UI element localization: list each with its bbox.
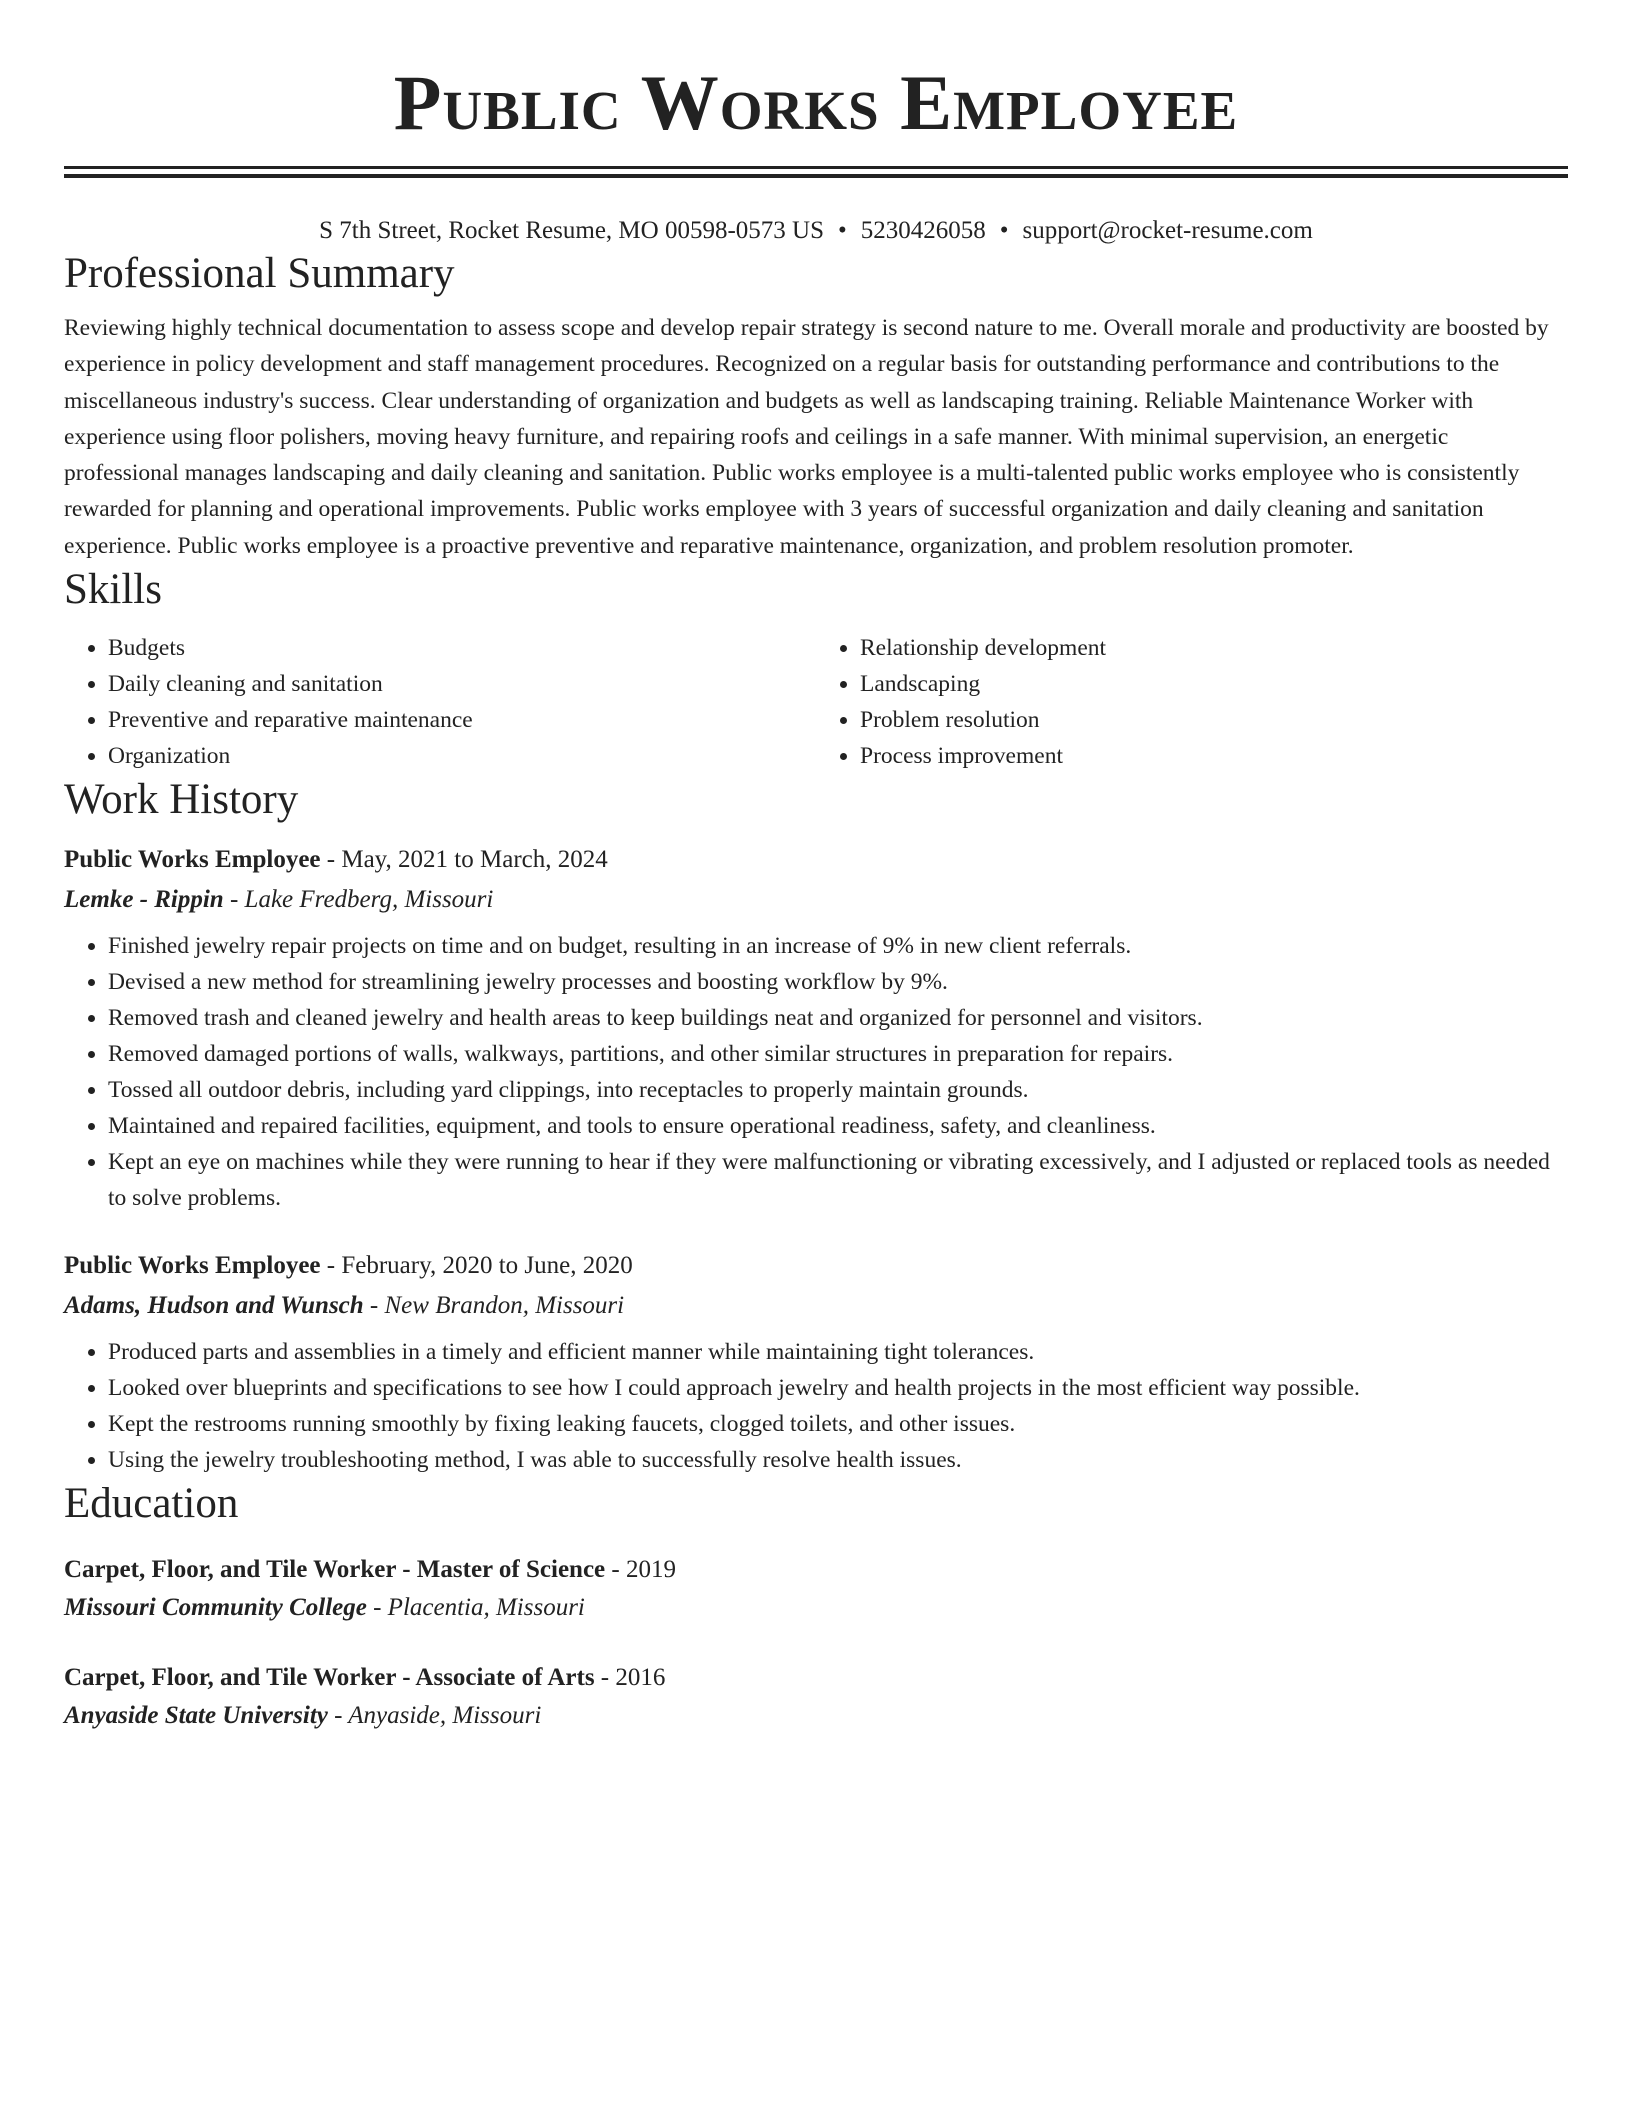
summary-heading: Professional Summary xyxy=(64,250,455,297)
job-bullet: • Tossed all outdoor debris, including yard clippings, into receptacles to properly maintain grounds. xyxy=(108,1072,1568,1108)
job-title-line xyxy=(64,842,1568,878)
job-bullet: • Removed trash and cleaned jewelry and health areas to keep buildings neat and organized for personnel and visitors. xyxy=(108,1000,1568,1036)
education-year: - 2016 xyxy=(594,1664,666,1692)
job-dates: - May, 2021 to March, 2024 xyxy=(320,846,608,874)
education-degree: Carpet, Floor, and Tile Worker - Master of Science xyxy=(64,1556,606,1584)
education-school-line xyxy=(64,1590,1568,1626)
education-location: - Placentia, Missouri xyxy=(366,1594,585,1622)
education-heading: Education xyxy=(64,1480,239,1528)
job-bullet: • Produced parts and assemblies in a timely and efficient manner while maintaining tight tolerances. xyxy=(108,1334,1568,1370)
header-rule-top xyxy=(64,166,1568,169)
education-school: Missouri Community College xyxy=(64,1594,367,1622)
skill-item: • Problem resolution xyxy=(860,702,1568,738)
job-bullet: • Kept the restrooms running smoothly by fixing leaking faucets, clogged toilets, and other issues. xyxy=(108,1406,1568,1442)
education-location: - Anyaside, Missouri xyxy=(327,1702,542,1730)
skills-column-left xyxy=(64,630,816,774)
contact-line xyxy=(64,214,1568,248)
skills-heading: Skills xyxy=(64,566,162,614)
job-dates: - February, 2020 to June, 2020 xyxy=(320,1252,633,1280)
job-entry xyxy=(64,842,1568,1216)
contact-separator: • xyxy=(838,217,847,244)
contact-email: support@rocket-resume.com xyxy=(1022,217,1313,244)
job-company-line xyxy=(64,1288,1568,1324)
skill-item: • Budgets xyxy=(108,630,816,666)
contact-address: S 7th Street, Rocket Resume, MO 00598-0573 US xyxy=(319,217,824,244)
job-bullet: • Devised a new method for streamlining jewelry processes and boosting workflow by 9%. xyxy=(108,964,1568,1000)
job-entry xyxy=(64,1248,1568,1478)
job-company-line xyxy=(64,882,1568,918)
job-bullet: • Removed damaged portions of walls, walkways, partitions, and other similar structures in preparation for repairs. xyxy=(108,1036,1568,1072)
header-rule-bottom xyxy=(64,174,1568,178)
summary-text: Reviewing highly technical documentation to assess scope and develop repair strategy is second nature to me. Overall morale and productivity are boosted by experience in policy development and staff management procedures. Recognized on a regular basis for outstanding performance and contributions to the miscellaneous industry's success. Clear understanding of organization and budgets as well as landscaping training. Reliable Maintenance Worker with experience using floor polishers, moving heavy furniture, and repairing roofs and ceilings in a safe manner. With minimal supervision, an energetic professional manages landscaping and daily cleaning and sanitation. Public works employee is a multi-talented public works employee who is consistently rewarded for planning and operational improvements. Public works employee with 3 years of successful organization and daily cleaning and sanitation experience. Public works employee is a proactive preventive and reparative maintenance, organization, and problem resolution promoter. xyxy=(64,315,1549,559)
education-degree: Carpet, Floor, and Tile Worker - Associate of Arts xyxy=(64,1664,595,1692)
education-entry xyxy=(64,1552,1568,1626)
job-bullet: • Finished jewelry repair projects on time and on budget, resulting in an increase of 9% in new client referrals. xyxy=(108,928,1568,964)
job-company: Lemke - Rippin xyxy=(64,886,224,914)
job-title-line xyxy=(64,1248,1568,1284)
job-position: Public Works Employee xyxy=(64,846,321,874)
skill-item: • Process improvement xyxy=(860,738,1568,774)
education-entry xyxy=(64,1660,1568,1734)
name-header xyxy=(64,0,1568,166)
education-year: - 2019 xyxy=(605,1556,676,1584)
job-bullet: • Maintained and repaired facilities, equipment, and tools to ensure operational readiness, safety, and cleanliness. xyxy=(108,1108,1568,1144)
job-bullets xyxy=(64,1334,1568,1478)
job-bullets xyxy=(64,928,1568,1216)
contact-phone: 5230426058 xyxy=(860,217,986,244)
job-bullet: • Kept an eye on machines while they were running to hear if they were malfunctioning or vibrating excessively, and I adjusted or replaced tools as needed to solve problems. xyxy=(108,1144,1568,1216)
education-school: Anyaside State University xyxy=(64,1702,328,1730)
job-company: Adams, Hudson and Wunsch xyxy=(64,1292,364,1320)
skill-item: • Preventive and reparative maintenance xyxy=(108,702,816,738)
job-bullet: • Using the jewelry troubleshooting method, I was able to successfully resolve health issues. xyxy=(108,1442,1568,1478)
skills-list xyxy=(64,630,1568,774)
skill-item: • Daily cleaning and sanitation xyxy=(108,666,816,702)
skill-item: • Organization xyxy=(108,738,816,774)
job-location: - Lake Fredberg, Missouri xyxy=(223,886,494,914)
contact-separator: • xyxy=(999,217,1009,244)
education-degree-line xyxy=(64,1660,1568,1696)
candidate-name: Public Works Employee xyxy=(393,59,1239,146)
skill-item: • Landscaping xyxy=(860,666,1568,702)
job-bullet: • Looked over blueprints and specifications to see how I could approach jewelry and health projects in the most efficient way possible. xyxy=(108,1370,1568,1406)
education-degree-line xyxy=(64,1552,1568,1588)
skill-item: • Relationship development xyxy=(860,630,1568,666)
job-position: Public Works Employee xyxy=(64,1252,321,1280)
skills-column-right xyxy=(816,630,1568,774)
job-location: - New Brandon, Missouri xyxy=(363,1292,625,1320)
work-history-heading: Work History xyxy=(64,776,299,824)
education-school-line xyxy=(64,1698,1568,1734)
